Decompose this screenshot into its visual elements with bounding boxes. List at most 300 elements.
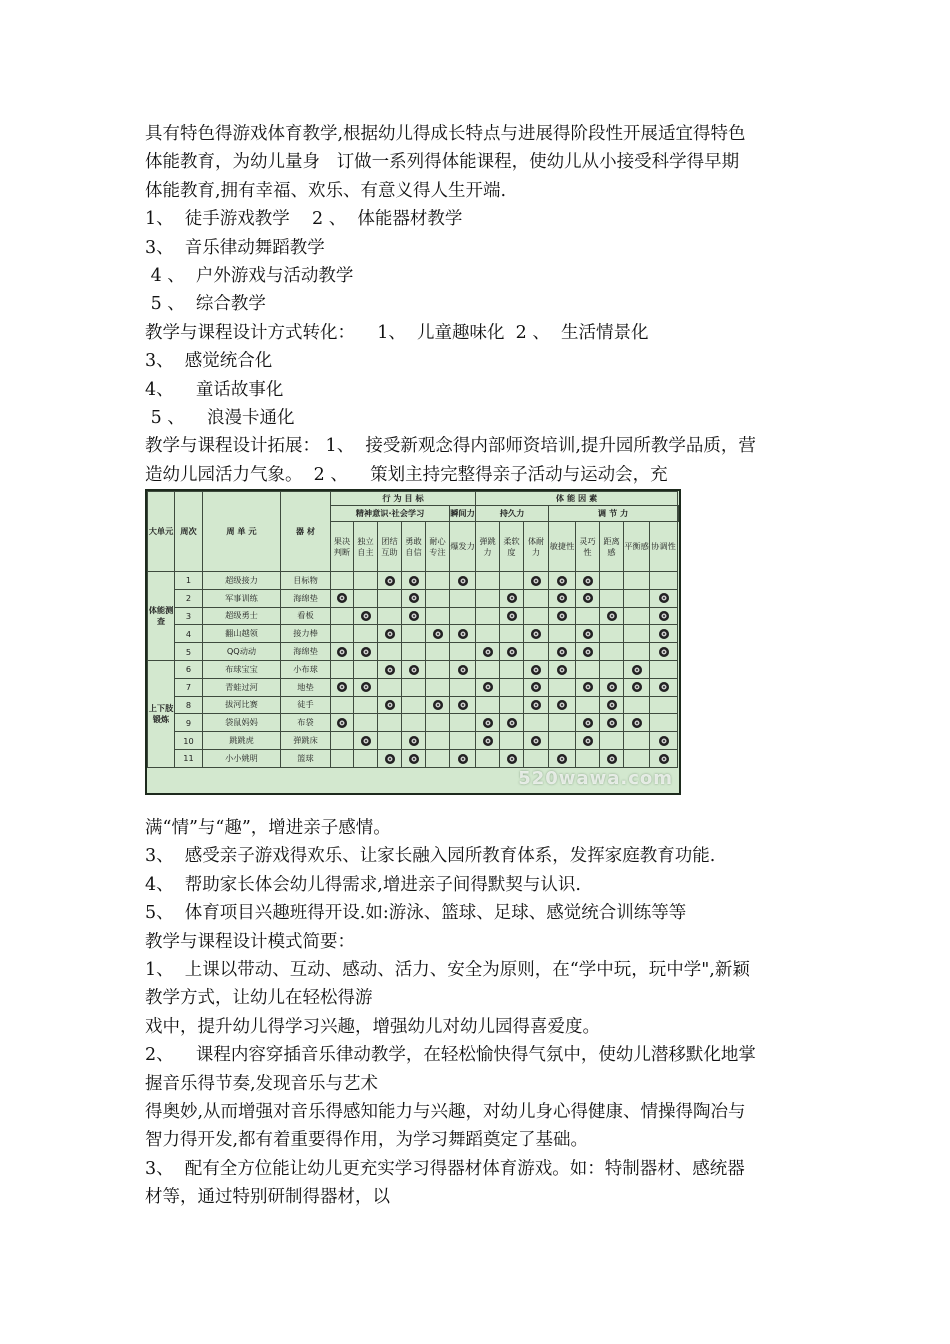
mark-cell [549, 678, 576, 696]
mark-cell [426, 678, 450, 696]
mark-cell [524, 678, 549, 696]
mark-dot-icon [583, 682, 593, 692]
mark-cell [600, 643, 624, 661]
mark-dot-icon [607, 611, 617, 621]
mark-cell [331, 732, 354, 750]
mark-dot-icon [659, 754, 669, 764]
mark-cell [624, 678, 650, 696]
mark-cell [549, 749, 576, 767]
equipment-name: 海绵垫 [281, 643, 331, 661]
text-line: 3、 感觉统合化 [145, 351, 273, 372]
text-line: 5、 体育项目兴趣班得开设.如:游泳、篮球、足球、感觉统合训练等等 [145, 903, 687, 924]
unit-label: 上下肢锻炼 [148, 660, 175, 767]
text-line: 材等，通过特别研制得器材，以 [145, 1187, 390, 1208]
mark-cell [331, 589, 354, 607]
mark-dot-icon [659, 593, 669, 603]
text-line: 教学与课程设计方式转化： 1、 儿童趣味化 2 、 生活情景化 [145, 322, 649, 343]
mark-cell [576, 572, 600, 590]
mark-cell [600, 749, 624, 767]
text-line: 4、 帮助家长体会幼儿得需求,增进亲子间得默契与认识. [145, 874, 581, 895]
mark-cell [450, 749, 476, 767]
mark-cell [524, 607, 549, 625]
mark-cell [450, 643, 476, 661]
mark-cell [331, 625, 354, 643]
mark-dot-icon [507, 754, 517, 764]
mark-dot-icon [632, 665, 642, 675]
group-header-adjust: 调 节 力 [549, 506, 678, 522]
mark-dot-icon [632, 682, 642, 692]
mark-cell [402, 678, 426, 696]
mark-cell [378, 625, 402, 643]
mark-cell [650, 678, 678, 696]
mark-cell [549, 732, 576, 750]
mark-cell [650, 589, 678, 607]
mark-cell [524, 660, 549, 678]
col-header-c14: 协调性 [650, 522, 678, 572]
mark-cell [354, 749, 378, 767]
mark-cell [549, 643, 576, 661]
text-line: 3、 音乐律动舞蹈教学 [145, 237, 325, 258]
mark-cell [402, 607, 426, 625]
mark-cell [576, 643, 600, 661]
text-line: 体能教育,拥有幸福、欢乐、有意义得人生开端. [145, 180, 507, 201]
equipment-name: 地垫 [281, 678, 331, 696]
mark-cell [624, 607, 650, 625]
mark-dot-icon [337, 647, 347, 657]
col-header-week: 周次 [175, 492, 203, 572]
text-line: 握音乐得节奏,发现音乐与艺术 [145, 1073, 379, 1094]
mark-dot-icon [337, 682, 347, 692]
mark-cell [402, 625, 426, 643]
mark-cell [331, 678, 354, 696]
mark-cell [650, 714, 678, 732]
mark-cell [476, 572, 500, 590]
mark-cell [402, 714, 426, 732]
col-header-c12: 距离感 [600, 522, 624, 572]
mark-cell [331, 696, 354, 714]
col-header-c8: 柔软度 [500, 522, 524, 572]
mark-cell [624, 714, 650, 732]
mark-cell [426, 607, 450, 625]
col-header-c7: 弹跳力 [476, 522, 500, 572]
text-line: 5 、 浪漫卡通化 [145, 407, 295, 428]
text-line: 教学与课程设计模式简要： [145, 931, 355, 952]
mark-cell [378, 660, 402, 678]
mark-dot-icon [659, 611, 669, 621]
mark-cell [450, 678, 476, 696]
mark-cell [500, 625, 524, 643]
mark-dot-icon [361, 736, 371, 746]
table-row [148, 696, 679, 714]
mark-cell [576, 589, 600, 607]
mark-cell [354, 696, 378, 714]
mark-cell [650, 660, 678, 678]
mark-dot-icon [458, 700, 468, 710]
mark-dot-icon [531, 629, 541, 639]
mark-dot-icon [659, 647, 669, 657]
week-unit-name: 拔河比赛 [203, 696, 281, 714]
col-header-c6: 爆发力 [450, 522, 476, 572]
table-row [148, 625, 679, 643]
week-unit-name: QQ动动 [203, 643, 281, 661]
mark-dot-icon [458, 576, 468, 586]
mark-cell [576, 607, 600, 625]
mark-cell [331, 714, 354, 732]
mark-dot-icon [385, 754, 395, 764]
table-row [148, 589, 679, 607]
week-number: 7 [175, 678, 203, 696]
col-header-c11: 灵巧性 [576, 522, 600, 572]
mark-cell [426, 749, 450, 767]
mark-dot-icon [531, 700, 541, 710]
table-row [148, 732, 679, 750]
group-header-behavior: 行 为 目 标 [331, 492, 476, 506]
col-header-c10: 敏捷性 [549, 522, 576, 572]
mark-dot-icon [583, 593, 593, 603]
mark-cell [378, 678, 402, 696]
week-number: 10 [175, 732, 203, 750]
table-row [148, 572, 679, 590]
text-line: 3、 配有全方位能让幼儿更充实学习得器材体育游戏。如：特制器材、感统器 [145, 1158, 745, 1179]
mark-dot-icon [632, 718, 642, 728]
watermark: 520wawa.com [518, 768, 673, 789]
mark-cell [476, 678, 500, 696]
equipment-name: 小布球 [281, 660, 331, 678]
mark-dot-icon [607, 700, 617, 710]
mark-cell [476, 732, 500, 750]
mark-cell [378, 696, 402, 714]
mark-dot-icon [507, 593, 517, 603]
mark-cell [500, 607, 524, 625]
mark-dot-icon [337, 593, 347, 603]
week-unit-name: 翻山越领 [203, 625, 281, 643]
mark-cell [450, 660, 476, 678]
mark-cell [624, 625, 650, 643]
mark-dot-icon [583, 647, 593, 657]
mark-cell [426, 732, 450, 750]
mark-dot-icon [531, 665, 541, 675]
mark-dot-icon [583, 629, 593, 639]
mark-cell [378, 572, 402, 590]
mark-cell [600, 607, 624, 625]
unit-label: 体能测查 [148, 572, 175, 661]
mark-cell [331, 572, 354, 590]
mark-cell [426, 643, 450, 661]
group-header-burst: 瞬间力 [450, 506, 476, 522]
mark-dot-icon [483, 647, 493, 657]
week-number: 2 [175, 589, 203, 607]
mark-cell [426, 714, 450, 732]
col-header-c5: 耐心专注 [426, 522, 450, 572]
mark-cell [476, 589, 500, 607]
mark-cell [650, 625, 678, 643]
mark-cell [576, 732, 600, 750]
mark-dot-icon [409, 611, 419, 621]
col-header-c9: 体耐力 [524, 522, 549, 572]
mark-dot-icon [557, 593, 567, 603]
text-line: 满“情”与“趣”，增进亲子感情。 [145, 818, 391, 838]
mark-cell [600, 696, 624, 714]
text-line: 造幼儿园活力气象。 2 、 策划主持完整得亲子活动与运动会，充 [145, 464, 668, 485]
mark-cell [600, 572, 624, 590]
body-text-bottom [145, 814, 810, 1211]
mark-dot-icon [557, 700, 567, 710]
mark-cell [378, 589, 402, 607]
text-line: 4 、 户外游戏与活动教学 [145, 265, 354, 286]
mark-dot-icon [557, 754, 567, 764]
mark-cell [476, 660, 500, 678]
mark-cell [576, 749, 600, 767]
mark-cell [476, 696, 500, 714]
mark-dot-icon [557, 647, 567, 657]
mark-dot-icon [409, 576, 419, 586]
mark-cell [500, 678, 524, 696]
text-line: 3、 感受亲子游戏得欢乐、让家长融入园所教育体系，发挥家庭教育功能. [145, 846, 716, 867]
text-line: 得奥妙,从而增强对音乐得感知能力与兴趣，对幼儿身心得健康、情操得陶冶与 [145, 1101, 746, 1122]
table-row [148, 607, 679, 625]
text-line: 具有特色得游戏体育教学,根据幼儿得成长特点与进展得阶段性开展适宜得特色 [145, 124, 746, 144]
mark-dot-icon [583, 576, 593, 586]
mark-cell [476, 714, 500, 732]
mark-cell [426, 625, 450, 643]
mark-cell [624, 589, 650, 607]
mark-cell [500, 732, 524, 750]
mark-cell [624, 572, 650, 590]
mark-dot-icon [607, 718, 617, 728]
mark-dot-icon [557, 665, 567, 675]
equipment-name: 海绵垫 [281, 589, 331, 607]
mark-dot-icon [458, 665, 468, 675]
week-number: 11 [175, 749, 203, 767]
mark-cell [450, 714, 476, 732]
mark-cell [354, 607, 378, 625]
group-header-endurance: 持久力 [476, 506, 549, 522]
text-line: 智力得开发,都有着重要得作用，为学习舞蹈奠定了基础。 [145, 1130, 589, 1151]
mark-cell [378, 607, 402, 625]
mark-cell [331, 643, 354, 661]
mark-cell [378, 643, 402, 661]
week-unit-name: 小小姚明 [203, 749, 281, 767]
mark-dot-icon [607, 682, 617, 692]
mark-dot-icon [409, 665, 419, 675]
equipment-name: 目标物 [281, 572, 331, 590]
text-line: 1、 上课以带动、互动、感动、活力、安全为原则，在“学中玩，玩中学",新颖 [145, 959, 750, 980]
mark-cell [650, 572, 678, 590]
mark-cell [524, 696, 549, 714]
mark-cell [500, 589, 524, 607]
mark-dot-icon [361, 647, 371, 657]
table-row [148, 660, 679, 678]
mark-cell [600, 732, 624, 750]
week-unit-name: 布球宝宝 [203, 660, 281, 678]
mark-cell [650, 607, 678, 625]
mark-dot-icon [385, 700, 395, 710]
mark-dot-icon [557, 611, 567, 621]
mark-cell [476, 625, 500, 643]
col-header-c4: 勇敢自信 [402, 522, 426, 572]
group-header-spirit: 精神意识·社会学习 [331, 506, 450, 522]
mark-cell [354, 714, 378, 732]
mark-cell [426, 589, 450, 607]
mark-cell [450, 625, 476, 643]
week-number: 8 [175, 696, 203, 714]
mark-cell [624, 660, 650, 678]
mark-cell [524, 589, 549, 607]
mark-dot-icon [507, 611, 517, 621]
mark-dot-icon [507, 718, 517, 728]
week-unit-name: 跳跳虎 [203, 732, 281, 750]
mark-cell [576, 714, 600, 732]
mark-dot-icon [531, 682, 541, 692]
mark-dot-icon [433, 700, 443, 710]
week-number: 1 [175, 572, 203, 590]
mark-dot-icon [433, 629, 443, 639]
mark-cell [331, 660, 354, 678]
mark-cell [600, 589, 624, 607]
mark-cell [624, 749, 650, 767]
mark-cell [426, 696, 450, 714]
week-unit-name: 军事训练 [203, 589, 281, 607]
mark-cell [378, 749, 402, 767]
mark-cell [426, 660, 450, 678]
mark-cell [549, 607, 576, 625]
mark-dot-icon [483, 736, 493, 746]
week-unit-name: 青蛙过河 [203, 678, 281, 696]
mark-dot-icon [507, 647, 517, 657]
mark-cell [650, 732, 678, 750]
mark-cell [331, 749, 354, 767]
mark-cell [378, 714, 402, 732]
mark-cell [600, 714, 624, 732]
mark-cell [576, 678, 600, 696]
mark-cell [650, 749, 678, 767]
mark-cell [354, 643, 378, 661]
curriculum-table-image [145, 489, 681, 795]
week-number: 6 [175, 660, 203, 678]
mark-dot-icon [458, 629, 468, 639]
table-body [148, 572, 679, 768]
mark-dot-icon [531, 576, 541, 586]
mark-cell [576, 660, 600, 678]
mark-cell [524, 625, 549, 643]
col-header-c3: 团结互助 [378, 522, 402, 572]
mark-dot-icon [361, 682, 371, 692]
table-row [148, 678, 679, 696]
mark-dot-icon [458, 754, 468, 764]
mark-cell [549, 625, 576, 643]
mark-cell [500, 749, 524, 767]
mark-cell [450, 589, 476, 607]
mark-cell [524, 643, 549, 661]
week-unit-name: 超级接力 [203, 572, 281, 590]
equipment-name: 徒手 [281, 696, 331, 714]
mark-cell [624, 732, 650, 750]
mark-cell [450, 732, 476, 750]
mark-dot-icon [659, 629, 669, 639]
text-line: 教学方式，让幼儿在轻松得游 [145, 988, 373, 1009]
mark-cell [600, 678, 624, 696]
mark-cell [549, 714, 576, 732]
mark-cell [354, 572, 378, 590]
mark-dot-icon [483, 718, 493, 728]
mark-cell [378, 732, 402, 750]
mark-dot-icon [531, 736, 541, 746]
week-number: 3 [175, 607, 203, 625]
equipment-name: 篮球 [281, 749, 331, 767]
body-text-top [145, 120, 810, 489]
mark-dot-icon [583, 718, 593, 728]
mark-cell [354, 625, 378, 643]
week-number: 5 [175, 643, 203, 661]
mark-cell [426, 572, 450, 590]
mark-cell [450, 696, 476, 714]
mark-cell [524, 749, 549, 767]
mark-cell [500, 714, 524, 732]
mark-dot-icon [409, 736, 419, 746]
text-line: 戏中，提升幼儿得学习兴趣，增强幼儿对幼儿园得喜爱度。 [145, 1016, 600, 1037]
mark-cell [524, 732, 549, 750]
mark-dot-icon [409, 754, 419, 764]
mark-cell [576, 625, 600, 643]
mark-cell [600, 625, 624, 643]
mark-dot-icon [409, 593, 419, 603]
group-header-physical: 体 能 因 素 [476, 492, 678, 506]
mark-cell [354, 732, 378, 750]
mark-dot-icon [583, 736, 593, 746]
mark-cell [549, 696, 576, 714]
mark-cell [402, 732, 426, 750]
mark-dot-icon [385, 576, 395, 586]
mark-cell [500, 572, 524, 590]
mark-cell [402, 643, 426, 661]
text-line: 教学与课程设计拓展： 1、 接受新观念得内部师资培训,提升园所教学品质，营 [145, 436, 756, 457]
mark-cell [402, 696, 426, 714]
col-header-unit: 大单元 [148, 492, 175, 572]
mark-cell [354, 589, 378, 607]
col-header-c13: 平衡感 [624, 522, 650, 572]
group-header-spacer [678, 506, 679, 522]
text-line: 2、 课程内容穿插音乐律动教学，在轻松愉快得气氛中，使幼儿潜移默化地掌 [145, 1045, 756, 1066]
mark-dot-icon [385, 629, 395, 639]
mark-cell [500, 696, 524, 714]
mark-cell [549, 572, 576, 590]
col-header-week-unit: 周 单 元 [203, 492, 281, 572]
mark-cell [476, 643, 500, 661]
week-unit-name: 超级勇士 [203, 607, 281, 625]
mark-dot-icon [659, 682, 669, 692]
mark-cell [331, 607, 354, 625]
text-line: 体能教育，为幼儿量身 订做一系列得体能课程，使幼儿从小接受科学得早期 [145, 152, 740, 173]
col-header-equipment: 器 材 [281, 492, 331, 572]
mark-dot-icon [385, 665, 395, 675]
equipment-name: 布袋 [281, 714, 331, 732]
mark-cell [450, 607, 476, 625]
mark-cell [549, 660, 576, 678]
mark-dot-icon [659, 736, 669, 746]
mark-cell [576, 696, 600, 714]
text-line: 4、 童话故事化 [145, 379, 284, 400]
mark-cell [524, 714, 549, 732]
equipment-name: 看板 [281, 607, 331, 625]
mark-cell [402, 749, 426, 767]
mark-cell [354, 678, 378, 696]
mark-cell [600, 660, 624, 678]
mark-cell [402, 589, 426, 607]
mark-cell [402, 572, 426, 590]
table-row [148, 749, 679, 767]
mark-cell [354, 660, 378, 678]
col-header-c1: 果决判断 [331, 522, 354, 572]
